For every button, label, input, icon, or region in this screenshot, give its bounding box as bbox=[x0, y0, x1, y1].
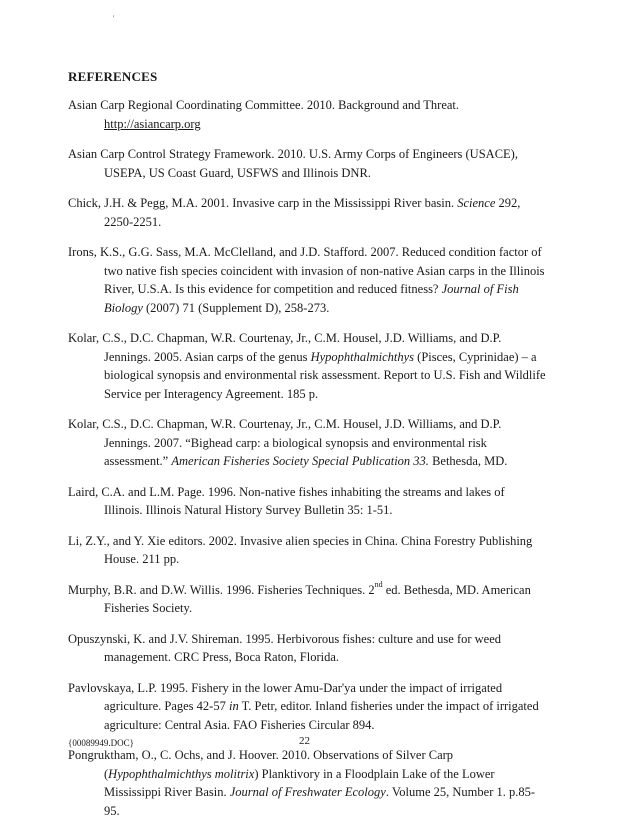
corner-mark: ' bbox=[113, 14, 115, 23]
reference-text: Murphy, B.R. and D.W. Willis. 1996. Fisheries Techniques. 2 bbox=[68, 582, 375, 597]
reference-journal: Journal of Fish Biology bbox=[104, 282, 519, 315]
reference-journal: American Fisheries Society Special Publication 33. bbox=[171, 454, 429, 468]
reference-entry bbox=[68, 415, 546, 471]
reference-genus: Hypophthalmichthys bbox=[310, 349, 415, 364]
reference-entry bbox=[68, 630, 546, 667]
reference-journal: Science bbox=[457, 196, 496, 210]
references-heading: REFERENCES bbox=[68, 69, 158, 84]
reference-text: Kolar, C.S., D.C. Chapman, W.R. Courtenay, Jr., C.M. Housel, J.D. Williams, and D.P. Jennings. 2005. Asian carps of the genus bbox=[68, 331, 502, 364]
reference-entry bbox=[68, 329, 546, 403]
reference-text: 292, 2250-2251. bbox=[104, 196, 521, 229]
footer-document-id: {00089949.DOC} bbox=[68, 738, 134, 748]
reference-text: T. Petr, editor. Inland fisheries under the impact of irrigated agriculture: Central Asia. FAO Fisheries Circular 894. bbox=[104, 699, 539, 732]
reference-text: (2007) 71 (Supplement D), 258-273. bbox=[142, 300, 330, 315]
reference-text: Irons, K.S., G.G. Sass, M.A. McClelland, and J.D. Stafford. 2007. Reduced condition factor of two native fish species coincident with invasion of non-native Asian carps in the Illinois River, U.S.A. Is this evidence for competition and reduced fitness? bbox=[68, 245, 545, 296]
reference-text: Asian Carp Regional Coordinating Committee. 2010. Background and Threat. bbox=[68, 98, 460, 112]
reference-entry bbox=[68, 746, 546, 820]
reference-entry bbox=[68, 96, 546, 133]
reference-entry bbox=[68, 532, 546, 569]
reference-text: ) Planktivory in a Floodplain Lake of the Lower Mississippi River Basin. bbox=[104, 766, 495, 799]
reference-entry bbox=[68, 194, 546, 231]
reference-species: Hypophthalmichthys molitrix bbox=[108, 766, 255, 781]
reference-text: Kolar, C.S., D.C. Chapman, W.R. Courtenay, Jr., C.M. Housel, J.D. Williams, and D.P. Jennings. 2007. “Bighead carp: a biological synopsis and environmental risk assessment.” bbox=[68, 417, 502, 468]
reference-journal: Journal of Freshwater Ecology bbox=[229, 785, 386, 799]
reference-link[interactable]: http://asiancarp.org bbox=[104, 116, 201, 131]
reference-text: Li, Z.Y., and Y. Xie editors. 2002. Invasive alien species in China. China Forestry Publishing House. 211 pp. bbox=[68, 533, 533, 566]
reference-text: Laird, C.A. and L.M. Page. 1996. Non-native fishes inhabiting the streams and lakes of Illinois. Illinois Natural History Survey Bulletin 35: 1-51. bbox=[68, 484, 505, 517]
references-list bbox=[68, 96, 546, 832]
reference-italic-in: in bbox=[228, 699, 239, 713]
reference-text: Bethesda, MD. bbox=[428, 454, 508, 468]
reference-superscript: nd bbox=[374, 579, 383, 589]
reference-entry bbox=[68, 581, 546, 618]
reference-text: . Volume 25, Number 1. p.85-95. bbox=[104, 785, 536, 818]
reference-entry bbox=[68, 679, 546, 735]
reference-text: Pongruktham, O., C. Ochs, and J. Hoover. 2010. Observations of Silver Carp ( bbox=[68, 748, 454, 781]
reference-text: Chick, J.H. & Pegg, M.A. 2001. Invasive carp in the Mississippi River basin. bbox=[68, 196, 458, 210]
reference-text: Opuszynski, K. and J.V. Shireman. 1995. Herbivorous fishes: culture and use for weed management. CRC Press, Boca Raton, Florida. bbox=[68, 631, 502, 664]
reference-text: ed. Bethesda, MD. American Fisheries Society. bbox=[104, 582, 531, 615]
reference-entry bbox=[68, 145, 546, 182]
reference-text: Pavlovskaya, L.P. 1995. Fishery in the lower Amu-Dar'ya under the impact of irrigated agriculture. Pages 42-57 bbox=[68, 680, 503, 713]
reference-entry bbox=[68, 243, 546, 317]
reference-text: (Pisces, Cyprinidae) – a biological synopsis and environmental risk assessment. Report to U.S. Fish and Wildlife Service per Interagency Agreement. 185 p. bbox=[104, 349, 546, 401]
footer-page-number: 22 bbox=[299, 735, 310, 747]
reference-entry bbox=[68, 483, 546, 520]
reference-text: Asian Carp Control Strategy Framework. 2010. U.S. Army Corps of Engineers (USACE), USEPA, US Coast Guard, USFWS and Illinois DNR. bbox=[68, 147, 518, 180]
